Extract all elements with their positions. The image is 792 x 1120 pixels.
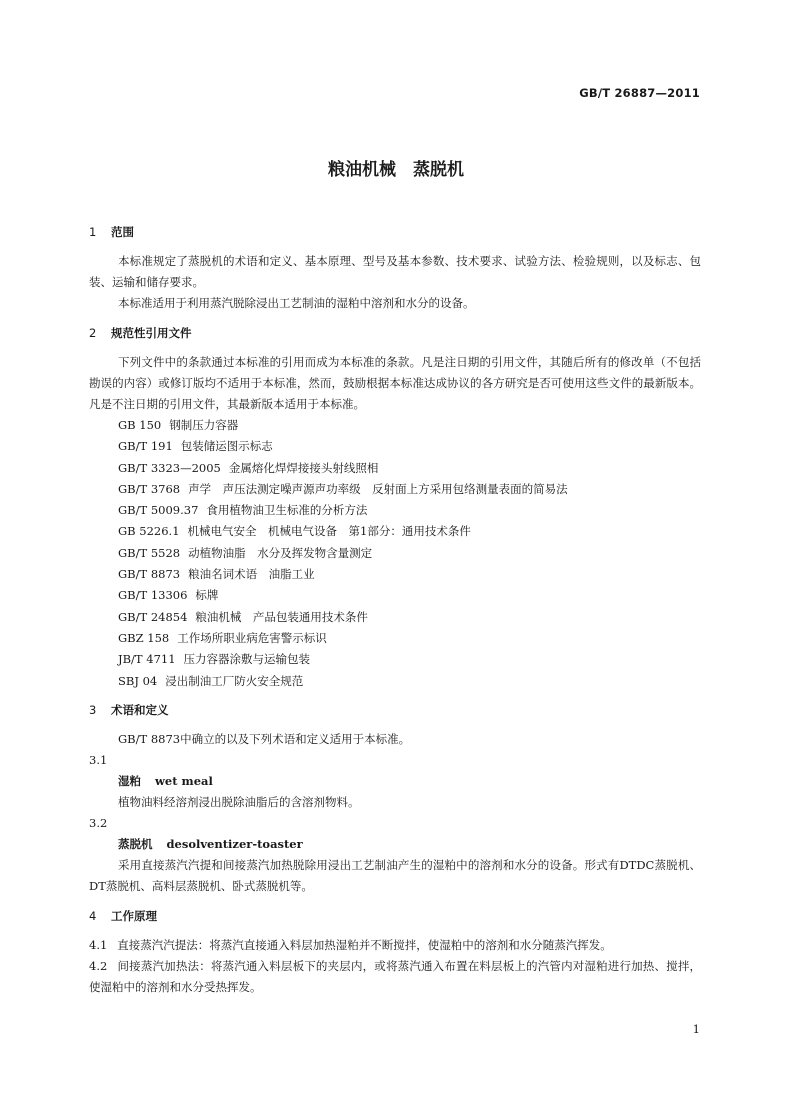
reference-item xyxy=(89,543,701,564)
term-name-en: wet meal xyxy=(155,773,213,788)
reference-code: GB/T 13306 xyxy=(118,588,188,603)
reference-code: GB 5226.1 xyxy=(118,524,180,539)
reference-list xyxy=(89,415,701,692)
section-title: 术语和定义 xyxy=(111,702,169,717)
document-body xyxy=(89,222,701,998)
clause xyxy=(89,956,701,998)
term-name-zh: 蒸脱机 xyxy=(118,836,153,851)
reference-title: 机械电气安全 机械电气设备 第1部分：通用技术条件 xyxy=(187,524,471,539)
term-number: 3.1 xyxy=(89,752,108,767)
reference-code: GB/T 3768 xyxy=(118,481,181,496)
term-name xyxy=(89,834,701,855)
section-title: 规范性引用文件 xyxy=(111,326,192,340)
reference-code: GB/T 3323—2005 xyxy=(118,460,221,475)
section-heading-normative-references xyxy=(89,323,701,343)
section-number: 4 xyxy=(89,908,97,923)
reference-title: 工作场所职业病危害警示标识 xyxy=(177,630,327,645)
reference-title: 动植物油脂 水分及挥发物含量测定 xyxy=(188,545,373,560)
clause-number: 4.2 xyxy=(89,958,108,973)
section-number: 3 xyxy=(89,702,97,717)
section-title: 范围 xyxy=(111,225,134,239)
reference-item xyxy=(89,436,701,457)
reference-title: 钢制压力容器 xyxy=(169,418,239,432)
section-title: 工作原理 xyxy=(111,908,157,923)
term-number: 3.2 xyxy=(89,815,108,830)
term-definition: 采用直接蒸汽汽提和间接蒸汽加热脱除用浸出工艺制油产生的湿粕中的溶剂和水分的设备。形式有DTDC蒸脱机、DT蒸脱机、高料层蒸脱机、卧式蒸脱机等。 xyxy=(89,857,701,893)
page-number: 1 xyxy=(692,1022,700,1036)
reference-code: GB/T 191 xyxy=(118,439,173,454)
clause-number: 4.1 xyxy=(89,937,108,952)
reference-item xyxy=(89,458,701,479)
term-name xyxy=(89,771,701,792)
reference-title: 粮油机械 产品包装通用技术条件 xyxy=(195,609,368,624)
reference-item xyxy=(89,479,701,500)
clause-text: 间接蒸汽加热法：将蒸汽通入料层板下的夹层内，或将蒸汽通入布置在料层板上的汽管内对湿粕进行加热、搅拌，使湿粕中的溶剂和水分受热挥发。 xyxy=(89,958,701,994)
reference-item xyxy=(89,500,701,521)
term-name-en: desolventizer-toaster xyxy=(166,836,303,851)
reference-code: GB 150 xyxy=(118,418,162,432)
reference-item xyxy=(89,671,701,692)
reference-title: 浸出制油工厂防火安全规范 xyxy=(165,673,304,688)
scope-paragraph-2: 本标准适用于利用蒸汽脱除浸出工艺制油的湿粕中溶剂和水分的设备。 xyxy=(118,296,475,310)
reference-code: GBZ 158 xyxy=(118,630,170,645)
clause xyxy=(89,935,701,956)
reference-title: 食用植物油卫生标准的分析方法 xyxy=(206,503,368,518)
standard-code: GB/T 26887—2011 xyxy=(579,86,700,100)
reference-item xyxy=(89,649,701,670)
term-definition: 植物油料经溶剂浸出脱除油脂后的含溶剂物料。 xyxy=(118,794,360,809)
section-number: 2 xyxy=(89,326,97,340)
reference-item xyxy=(89,628,701,649)
clause-text: 直接蒸汽汽提法：将蒸汽直接通入料层加热湿粕并不断搅拌，使湿粕中的溶剂和水分随蒸汽挥发。 xyxy=(117,937,612,952)
terms-intro: GB/T 8873中确立的以及下列术语和定义适用于本标准。 xyxy=(118,731,411,746)
reference-title: 压力容器涂敷与运输包装 xyxy=(183,652,311,667)
reference-item xyxy=(89,564,701,585)
section-heading-working-principle xyxy=(89,906,701,926)
reference-code: GB/T 24854 xyxy=(118,609,188,624)
reference-title: 包装储运图示标志 xyxy=(180,439,273,454)
reference-item xyxy=(89,585,701,606)
reference-item xyxy=(89,415,701,436)
term-name-zh: 湿粕 xyxy=(118,773,141,788)
reference-code: SBJ 04 xyxy=(118,673,158,688)
references-intro: 下列文件中的条款通过本标准的引用而成为本标准的条款。凡是注日期的引用文件，其随后所有的修改单（不包括勘误的内容）或修订版均不适用于本标准，然而，鼓励根据本标准达成协议的各方研究是否可使用这些文件的最新版本。凡是不注日期的引用文件，其最新版本适用于本标准。 xyxy=(89,355,701,411)
reference-title: 声学 声压法测定噪声源声功率级 反射面上方采用包络测量表面的简易法 xyxy=(188,481,568,496)
reference-code: GB/T 8873 xyxy=(118,567,181,582)
reference-code: GB/T 5009.37 xyxy=(118,503,199,518)
reference-title: 标牌 xyxy=(195,588,219,603)
reference-title: 金属熔化焊焊接接头射线照相 xyxy=(228,460,379,475)
section-heading-terms xyxy=(89,700,701,720)
document-title: 粮油机械 蒸脱机 xyxy=(328,160,464,180)
reference-item xyxy=(89,607,701,628)
scope-paragraph-1: 本标准规定了蒸脱机的术语和定义、基本原理、型号及基本参数、技术要求、试验方法、检验规则，以及标志、包装、运输和储存要求。 xyxy=(89,254,701,289)
reference-item xyxy=(89,521,701,542)
section-heading-scope xyxy=(89,222,701,242)
section-number: 1 xyxy=(89,225,97,239)
reference-title: 粮油名词术语 油脂工业 xyxy=(188,567,315,582)
reference-code: GB/T 5528 xyxy=(118,545,181,560)
reference-code: JB/T 4711 xyxy=(118,652,176,667)
